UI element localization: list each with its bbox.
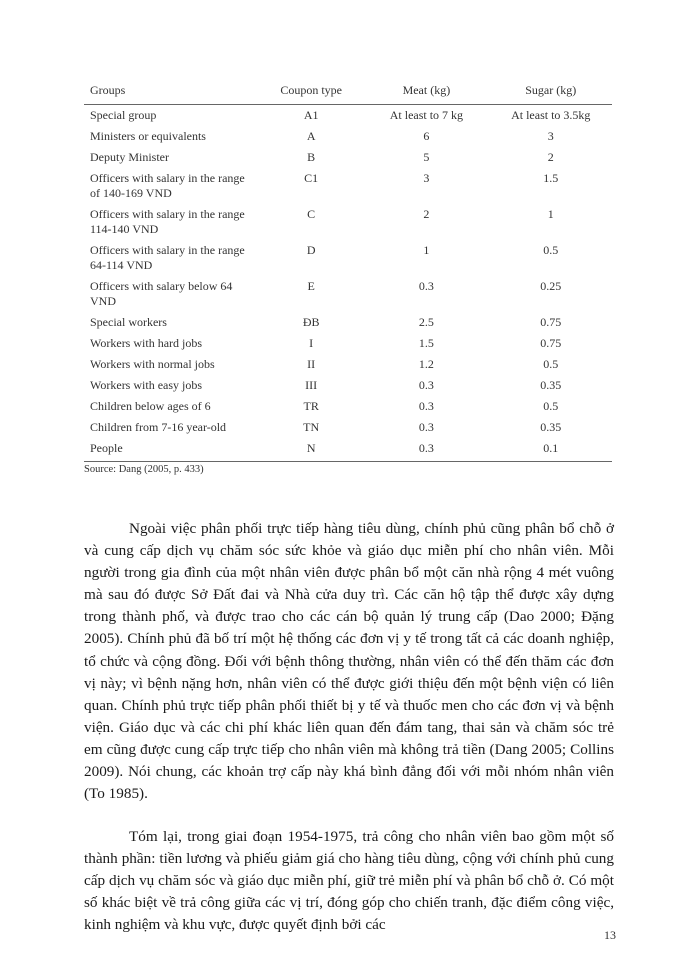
cell-meat: At least to 7 kg [389, 108, 464, 122]
cell-coupon-type: TR [303, 399, 319, 413]
cell-sugar: 3 [547, 129, 554, 143]
cell-meat: 1.5 [418, 336, 434, 350]
cell-meat: 1.2 [418, 357, 434, 371]
cell-meat: 2 [423, 207, 430, 221]
cell-group: Ministers or equivalents [90, 129, 206, 143]
cell-coupon-type: D [306, 243, 316, 257]
cell-sugar: 1.5 [543, 171, 559, 185]
cell-group: Workers with normal jobs [90, 357, 215, 371]
paragraph-1: Ngoài việc phân phối trực tiếp hàng tiêu dùng, chính phủ cũng phân bổ chỗ ở và cung cấp dịch vụ chăm sóc sức khỏe và giáo dục miễn phí cho nhân viên. Mỗi người trong gia đình của một nhân viên được phân bổ một căn nhà rộng 4 mét vuông mà sau đó được Sở Đất đai và Nhà cửa duy trì. Các căn hộ tập thể được xây dựng trong thành phố, và được trao cho các cán bộ quản lý trung cấp (Dao 2000; Đặng 2005). Chính phủ đã bố trí một hệ thống các đơn vị y tế trong tất cả các doanh nghiệp, tổ chức và cộng đồng. Đối với bệnh thông thường, nhân viên có thể đến thăm các đơn vị này; vì bệnh nặng hơn, nhân viên có thể được giới thiệu đến một bệnh viện có liên quan. Chính phủ trực tiếp phân phối thiết bị y tế và thuốc men cho các đơn vị và bệnh viện. Giáo dục và các chi phí khác liên quan đến đám tang, thai sản và chăm sóc trẻ em cũng được cung cấp trực tiếp cho nhân viên mà không trả tiền (Dang 2005; Collins 2009). Nói chung, các khoản trợ cấp này khá bình đẳng đối với mỗi nhóm nhân viên (To 1985). [84, 520, 614, 803]
cell-group: Children from 7-16 year-old [90, 420, 227, 434]
cell-group: Special group [90, 108, 157, 122]
page-number: 13 [604, 928, 616, 942]
cell-sugar: 0.5 [543, 243, 559, 257]
cell-sugar: 0.5 [543, 357, 559, 371]
cell-coupon-type: I [309, 336, 314, 350]
cell-coupon-type: II [307, 357, 316, 371]
cell-sugar: 2 [547, 150, 554, 164]
cell-group: Officers with salary below 64 VND [90, 279, 233, 308]
cell-meat: 0.3 [418, 279, 434, 293]
cell-group: Deputy Minister [90, 150, 169, 164]
header-sugar: Sugar (kg) [488, 78, 612, 105]
paragraph-2: Tóm lại, trong giai đoạn 1954-1975, trả công cho nhân viên bao gồm một số thành phần: tiền lương và phiếu giảm giá cho hàng tiêu dùng, cộng với chính phủ cung cấp dịch vụ chăm sóc và giáo dục miễn phí, giữ trẻ miễn phí và phân bổ chỗ ở. Có một số khác biệt về trả công giữa các vị trí, đóng góp cho chiến tranh, đặc điểm công việc, kinh nghiệm và khu vực, được quyết định bởi các [84, 828, 614, 934]
cell-group: Officers with salary in the range of 140-169 VND [90, 171, 245, 200]
table-row [84, 276, 612, 312]
cell-meat: 0.3 [363, 438, 487, 462]
cell-meat: 0.3 [418, 378, 434, 392]
header-groups: Groups [84, 78, 257, 105]
cell-group: Children below ages of 6 [90, 399, 211, 413]
table-row [84, 396, 612, 417]
table-row [84, 333, 612, 354]
table-row [84, 240, 612, 276]
cell-meat: 1 [423, 243, 430, 257]
cell-group: People [84, 438, 257, 462]
cell-meat: 2.5 [418, 315, 434, 329]
cell-meat: 6 [423, 129, 430, 143]
table-header-row [84, 78, 612, 105]
cell-group: Officers with salary in the range 64-114 VND [90, 243, 245, 272]
table-row [84, 354, 612, 375]
cell-coupon-type: B [307, 150, 316, 164]
cell-coupon-type: TN [303, 420, 320, 434]
table-row [84, 417, 612, 438]
cell-meat: 3 [423, 171, 430, 185]
cell-coupon-type: C [307, 207, 316, 221]
header-coupon-type: Coupon type [257, 78, 363, 105]
cell-coupon-type: ĐB [302, 315, 320, 329]
cell-coupon-type: III [305, 378, 318, 392]
table-row [84, 168, 612, 204]
coupon-allocation-table [84, 78, 612, 462]
cell-coupon-type: N [257, 438, 363, 462]
cell-group: Workers with hard jobs [90, 336, 203, 350]
cell-coupon-type: A [306, 129, 316, 143]
table-row [84, 204, 612, 240]
table-body [84, 105, 612, 462]
table-row [84, 147, 612, 168]
cell-sugar: 0.35 [540, 378, 562, 392]
table-row [84, 438, 612, 462]
cell-group: Officers with salary in the range 114-140 VND [90, 207, 245, 236]
table-row [84, 375, 612, 396]
cell-coupon-type: E [307, 279, 315, 293]
table-row [84, 105, 612, 127]
cell-sugar: 0.1 [488, 438, 612, 462]
header-meat: Meat (kg) [363, 78, 487, 105]
cell-sugar: 0.35 [540, 420, 562, 434]
table-row [84, 126, 612, 147]
cell-sugar: 0.75 [540, 315, 562, 329]
cell-meat: 0.3 [418, 399, 434, 413]
cell-coupon-type: A1 [303, 108, 319, 122]
cell-meat: 5 [423, 150, 430, 164]
cell-group: Workers with easy jobs [90, 378, 203, 392]
cell-sugar: At least to 3.5kg [511, 108, 591, 122]
cell-group: Special workers [90, 315, 167, 329]
table-row [84, 312, 612, 333]
cell-meat: 0.3 [418, 420, 434, 434]
cell-sugar: 0.5 [543, 399, 559, 413]
table-source-note: Source: Dang (2005, p. 433) [84, 464, 204, 475]
cell-coupon-type: C1 [304, 171, 319, 185]
cell-sugar: 1 [547, 207, 554, 221]
cell-sugar: 0.25 [540, 279, 562, 293]
cell-sugar: 0.75 [540, 336, 562, 350]
